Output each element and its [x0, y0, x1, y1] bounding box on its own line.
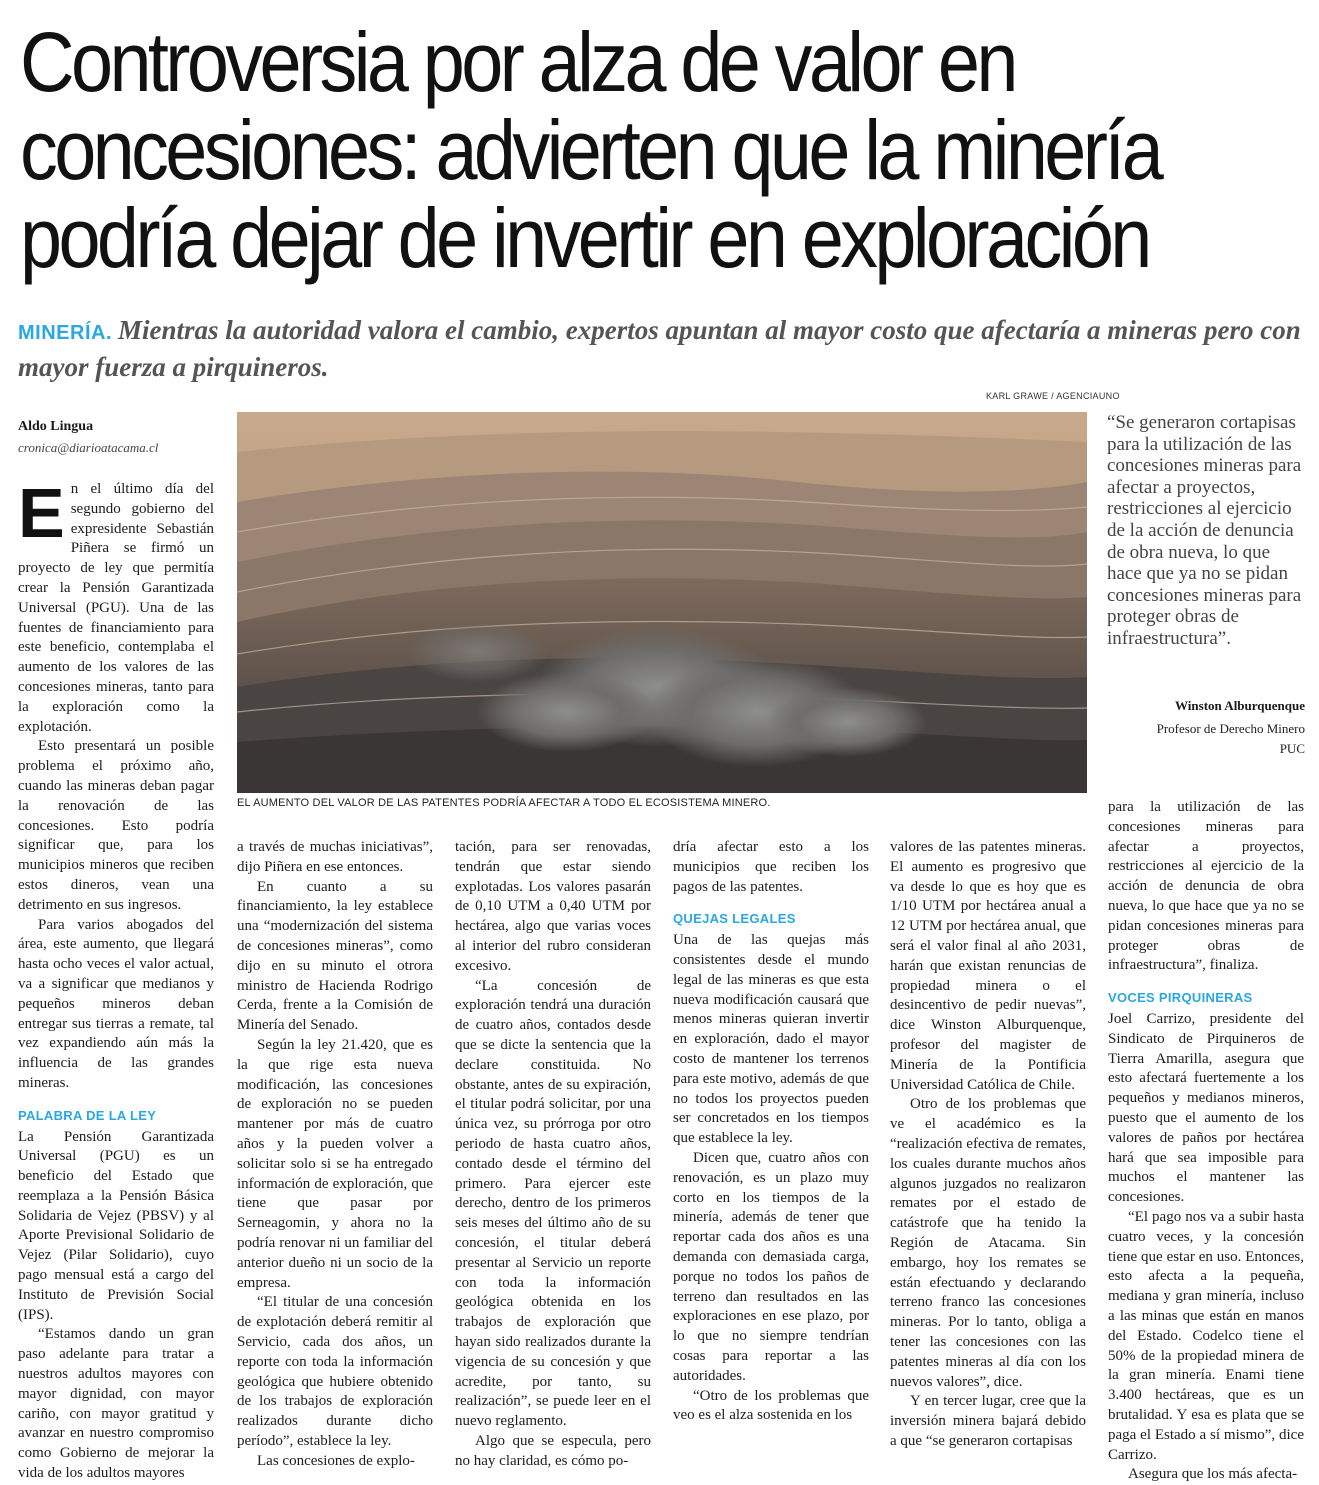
article-column-2 [237, 838, 433, 1472]
headline-line-3: podría dejar de invertir en exploración [20, 191, 1149, 285]
section-kicker: MINERÍA. [18, 322, 112, 344]
paragraph: valores de las patentes mineras. El aumento es progresivo que va desde lo que es hoy que es 1/10 UTM por hectárea anual a 12 UTM por hectárea anual, que será el valor final al año 2031, harán que existan renuncias de propiedad minera o el desincentivo de pedir nuevas”, dice Winston Alburquenque, profesor del magister de Minería de la Pontificia Universidad Católica de Chile. [890, 839, 1086, 1093]
paragraph: Según la ley 21.420, que es la que rige esta nueva modificación, las concesiones de exploración no se pueden mantener por más de cuatro años y la pueden volver a solicitar solo si se ha entregado información de exploración, que tiene que pasar por Serneagomin, y ahora no la podría renovar ni un familiar del anterior dueño ni un socio de la empresa. [237, 1036, 433, 1291]
deck [18, 313, 1308, 384]
mine-photo [237, 412, 1087, 793]
paragraph: tación, para ser renovadas, tendrán que estar siendo explotadas. Los valores pasarán de 0,10 UTM a 0,40 UTM por hectárea, algo que varias voces al interior del rubro consideran excesivo. [455, 839, 651, 974]
paragraph: “El titular de una concesión de explotación deberá remitir al Servicio, cada dos años, un reporte con toda la información geológica que hubiere obtenido de los trabajos de exploración realizados durante dicho período”, establece la ley. [237, 1294, 433, 1449]
author-name: Aldo Lingua [18, 419, 94, 434]
article-column-6 [1108, 798, 1304, 1485]
paragraph: En cuanto a su financiamiento, la ley establece una “modernización del sistema de concesiones mineras”, como dijo en su minuto el otrora ministro de Hacienda Rodrigo Cerda, frente a la Comisión de Minería del Senado. [237, 878, 433, 1034]
paragraph: “La concesión de exploración tendrá una duración de cuatro años, contados desde que se dicte la sentencia que la declare constituida. No obstante, antes de su expiración, el titular podrá solicitar, por una única vez, su prórroga por otro periodo de hasta cuatro años, contado desde el término del primero. Para ejercer este derecho, dentro de los primeros seis meses del último año de su concesión, el titular deberá presentar al Servicio un reporte con toda la información geológica obtenida en los trabajos de exploración que hayan sido realizados durante la vigencia de su concesión y que acredite, por tanto, su realización”, se puede leer en el nuevo reglamento. [455, 977, 651, 1430]
pull-quote: “Se generaron cortapisas para la utilización de las concesiones mineras para afectar a proyectos, restricciones al ejercicio de la acción de denuncia de obra nueva, lo que hace que ya no se pidan concesiones mineras para proteger obras de infraestructura”. [1107, 412, 1302, 649]
drop-cap: E [18, 474, 65, 552]
headline-line-2: concesiones: advierten que la minería [20, 103, 1161, 197]
paragraph: Esto presentará un posible problema el próximo año, cuando las mineras deban pagar la renovación de las concesiones. Esto podría significar que, para los municipios mineros que reciben estos dineros, vean una detrimento en sus ingresos. [18, 738, 214, 913]
paragraph: Una de las quejas más consistentes desde el mundo legal de las mineras es que esta nueva modificación causará que menos mineras quieran invertir en exploración, dado el mayor costo de mantener los terrenos para este motivo, además de que no todos los proyectos pueden ser concretados en los tiempos que establece la ley. [673, 932, 869, 1147]
article-column-4 [673, 838, 869, 1426]
quote-role-line-2: PUC [1279, 741, 1305, 756]
section-heading-voces-pirquineras: VOCES PIRQUINERAS [1108, 990, 1253, 1006]
headline-line-1: Controversia por alza de valor en [20, 15, 1015, 109]
paragraph: La Pensión Garantizada Universal (PGU) es un beneficio del Estado que reemplaza a la Pensión Básica Solidaria de Vejez (PBSV) y al Aporte Previsional Solidario de Vejez (Pilar Solidario), cuyo pago mensual está a cargo del Instituto de Previsión Social (IPS). [18, 1128, 214, 1323]
section-heading-palabra-de-la-ley: PALABRA DE LA LEY [18, 1107, 157, 1123]
paragraph: Otro de los problemas que ve el académico es la “realización efectiva de remates, los cuales durante muchos años algunos juzgados no realizaron remates por el estado de catástrofe que ha tenido la Región de Atacama. Sin embargo, hoy los remates se están efectuando y declarando terreno franco las concesiones mineras. Por lo tanto, obliga a tener las concesiones con las patentes mineras al día con los nuevos valores”, dice. [890, 1096, 1086, 1390]
paragraph: a través de muchas iniciativas”, dijo Piñera en ese entonces. [237, 839, 433, 875]
paragraph: dría afectar esto a los municipios que reciben los pagos de las patentes. [673, 839, 869, 895]
paragraph: “Otro de los problemas que veo es el alza sostenida en los [673, 1387, 869, 1424]
paragraph: “Estamos dando un gran paso adelante para tratar a nuestros adultos mayores con mayor dignidad, con mayor cariño, con mayor gratitud y avanzar en nuestro compromiso como Gobierno de mejorar la vida de los adultos mayores [18, 1326, 214, 1482]
article-column-5 [890, 838, 1086, 1452]
quote-author: Winston Alburquenque [1175, 698, 1305, 713]
paragraph: “El pago nos va a subir hasta cuatro veces, y la concesión tiene que estar en uso. Entonces, esto afecta a la pequeña, mediana y gran minería, incluso a las minas que están en manos del Estado. Codelco tiene el 50% de la propiedad minera de la gran minería. Enami tiene 3.400 hectáreas, que es un brutalidad. Y esa es plata que se paga el Estado a sí mismo”, dice Carrizo. [1108, 1208, 1304, 1463]
author-email: cronica@diarioatacama.cl [18, 440, 159, 455]
photo-caption: EL AUMENTO DEL VALOR DE LAS PATENTES PODRÍA AFECTAR A TODO EL ECOSISTEMA MINERO. [237, 797, 771, 809]
paragraph: Asegura que los más afecta- [1128, 1466, 1298, 1483]
article-column-1 [18, 474, 214, 1484]
paragraph: Joel Carrizo, presidente del Sindicato de Pirquineros de Tierra Amarilla, asegura que esto afectará fuertemente a los pequeños y medianos mineros, puesto que el aumento de los valores de paños por hectárea hará que sea imposible para muchos el mantener las concesiones. [1108, 1010, 1304, 1206]
paragraph: Dicen que, cuatro años con renovación, es un plazo muy corto en los tiempos de la minería, además de tener que reportar cada dos años es una demanda con demasiada carga, porque no todos los paños de terreno dan resultados en las exploraciones en ese plazo, por lo que no siempre tendrían cosas para reportar a las autoridades. [673, 1149, 869, 1384]
paragraph: para la utilización de las concesiones mineras para afectar a proyectos, restricciones al ejercicio de la acción de denuncia de obra nueva, lo que hace que ya no se pidan concesiones mineras para proteger obras de infraestructura”, finaliza. [1108, 799, 1304, 974]
paragraph: Algo que se especula, pero no hay claridad, es cómo po- [455, 1432, 651, 1469]
paragraph: Y en tercer lugar, cree que la inversión minera bajará debido a que “se generaron cortapisas [890, 1393, 1086, 1449]
paragraph: n el último día del segundo gobierno del expresidente Sebastián Piñera se firmó un proyecto de ley que permitía crear la Pensión Garantizada Universal (PGU). Una de las fuentes de financiamiento para este beneficio, contemplaba el aumento de los valores de las concesiones mineras, tanto para la exploración como la explotación. [18, 481, 214, 735]
quote-author-role [1107, 719, 1305, 759]
article-column-3 [455, 838, 651, 1472]
quote-role-line-1: Profesor de Derecho Minero [1156, 721, 1305, 736]
photo-credit: KARL GRAWE / AGENCIAUNO [986, 391, 1120, 401]
paragraph: Las concesiones de explo- [257, 1452, 415, 1469]
paragraph: Para varios abogados del área, este aumento, que llegará hasta ocho veces el valor actual, va a significar que medianos y pequeños mineros deban entregar sus tierras a remate, tal vez expandiendo aún más la influencia de las grandes mineras. [18, 916, 214, 1091]
section-heading-quejas-legales: QUEJAS LEGALES [673, 911, 796, 927]
headline [20, 15, 1181, 285]
deck-text: Mientras la autoridad valora el cambio, expertos apuntan al mayor costo que afectaría a mineras pero con mayor fuerza a pirquineros. [18, 315, 1301, 382]
